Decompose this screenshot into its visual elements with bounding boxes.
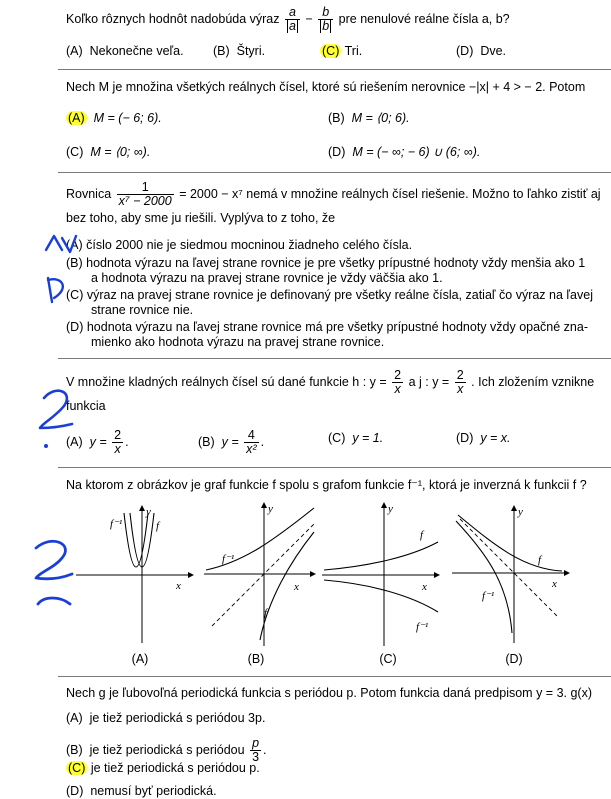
q5-stem: Na ktorom z obrázkov je graf funkcie f spolu s grafom funkcie f⁻¹, ktorá je inverzná k funkcii f ? [66,478,587,492]
pen-annotation [40,228,90,308]
q3-option-b-line-2: a hodnota výrazu na pravej strane rovnice je vždy väčšia ako 1. [91,271,443,285]
pen-annotation [26,534,80,618]
svg-text:f⁻¹: f⁻¹ [482,590,495,602]
highlight-mark: (C) [322,44,340,58]
q3-option-d[interactable]: (D) hodnota výrazu na ľavej strane rovnice má pre všetky prípustné hodnoty vždy opačné zna- [66,320,588,334]
q1-option-b[interactable]: (B) Štyri. [213,44,266,58]
svg-text:y: y [268,503,273,515]
separator [58,172,611,173]
q1-stem-text-2: pre nenulové reálne čísla a, b? [338,11,510,26]
separator [58,676,611,677]
highlight-mark: (A) [68,111,85,125]
svg-text:y: y [388,503,393,515]
q4-stem-line-2: funkcia [66,399,106,413]
q4-stem: V množine kladných reálnych čísel sú dané funkcie h : y = $\frac{2}{x}$ a j : y = $\frac{2}{x}$ . Ich zložením vznikne [66,368,595,396]
svg-text:x: x [294,581,299,593]
pen-annotation [30,384,80,454]
svg-text:f: f [420,529,424,541]
q2-stem: Nech M je množina všetkých reálnych čísel, ktoré sú riešením nerovnice −|x| + 4 > − 2. Potom [66,80,586,94]
q1-option-a[interactable]: (A) Nekonečne veľa. [66,44,184,58]
q2-option-a[interactable]: (A) M = (− 6; 6). [68,111,162,125]
separator [58,358,611,359]
q1-stem: Koľko rôznych hodnôt nadobúda výraz $\frac{a}{a}$ − $\frac{b}{b}$ pre nenulové reálne čísla a, b? [66,5,510,33]
q3-stem-line-2: bez toho, aby sme ju riešili. Vyplýva to z toho, že [66,211,336,225]
svg-text:f⁻¹: f⁻¹ [222,553,235,565]
q6-option-d[interactable]: (D) nemusí byť periodická. [66,784,217,798]
q3-option-c[interactable]: (C) výraz na pravej strane rovnice je definovaný pre všetky reálne čísla, zatiaľ čo výraz na ľavej [66,288,593,302]
q1-option-d[interactable]: (D) Dve. [456,44,507,58]
q6-option-c[interactable]: (C) je tiež periodická s periódou p. [68,761,260,775]
q2-option-d[interactable]: (D) M = (− ∞; − 6) ∪ (6; ∞). [328,145,481,159]
graph-b-label: (B) [247,652,265,666]
svg-text:y: y [518,506,523,518]
q4-option-a[interactable]: (A) y = $\frac{2}{x}$ . [66,428,129,456]
q6-option-b[interactable]: (B) je tiež periodická s periódou $\frac{p}{3}$ . [66,736,267,764]
svg-text:f⁻¹: f⁻¹ [416,621,429,633]
q3-option-b[interactable]: (B) hodnota výrazu na ľavej strane rovnice je pre všetky prípustné hodnoty vždy menšia ako 1 [66,256,586,270]
svg-text:f: f [156,520,160,532]
separator [58,467,611,468]
graph-a-label: (A) [131,652,149,666]
q1-fraction-1: $\frac{a}{a}$ [285,6,300,33]
svg-text:x: x [552,578,557,590]
q3-option-c-line-2: strane rovnice nie. [91,303,194,317]
q2-option-c[interactable]: (C) M = ⟨0; ∞). [66,145,151,159]
graph-b[interactable] [204,500,320,646]
svg-text:f: f [538,554,542,566]
highlight-mark: (C) [68,761,86,775]
svg-text:f⁻¹: f⁻¹ [110,518,123,530]
q4-option-b[interactable]: (B) y = $\frac{4}{\text{x²}}$ . [198,428,265,456]
q2-option-b[interactable]: (B) M = ⟨0; 6). [328,111,410,125]
q3-option-a[interactable]: (A) číslo 2000 nie je siedmou mocninou žiadneho celého čísla. [66,238,413,252]
svg-text:x: x [422,581,427,593]
q1-stem-text: Koľko rôznych hodnôt nadobúda výraz [66,11,280,26]
q6-stem: Nech g je ľubovoľná periodická funkcia s periódou p. Potom funkcia daná predpisom y = 3. g(x) [66,686,592,700]
svg-text:x: x [176,580,181,592]
q1-option-c[interactable]: (C) Tri. [322,44,363,58]
graph-d[interactable] [452,503,578,643]
q4-option-d[interactable]: (D) y = x. [456,431,511,445]
q6-option-a[interactable]: (A) je tiež periodická s periódou 3p. [66,711,266,725]
graph-d-label: (D) [505,652,523,666]
q3-stem: Rovnica $\frac{1}{\text{x⁷ − 2000}}$ = 2000 − x⁷ nemá v množine reálnych čísel riešenie. Možno to ľahko zistiť aj [66,180,601,208]
svg-text:y: y [146,506,151,518]
q4-h-fraction: $\frac{2}{x}$ [394,368,402,396]
q4-j-fraction: $\frac{2}{x}$ [456,368,464,396]
q4-option-c[interactable]: (C) y = 1. [328,431,384,445]
graph-c[interactable] [322,500,446,646]
q1-fraction-2: $\frac{b}{b}$ [318,6,333,33]
q3-fraction: $\frac{1}{\text{x⁷ − 2000}}$ [118,180,172,208]
svg-text:f: f [264,607,268,619]
separator [58,69,611,70]
q3-option-d-line-2: mienko ako hodnota výrazu na pravej strane rovnice. [91,335,385,349]
graph-a[interactable] [76,503,202,643]
graph-c-label: (C) [379,652,397,666]
